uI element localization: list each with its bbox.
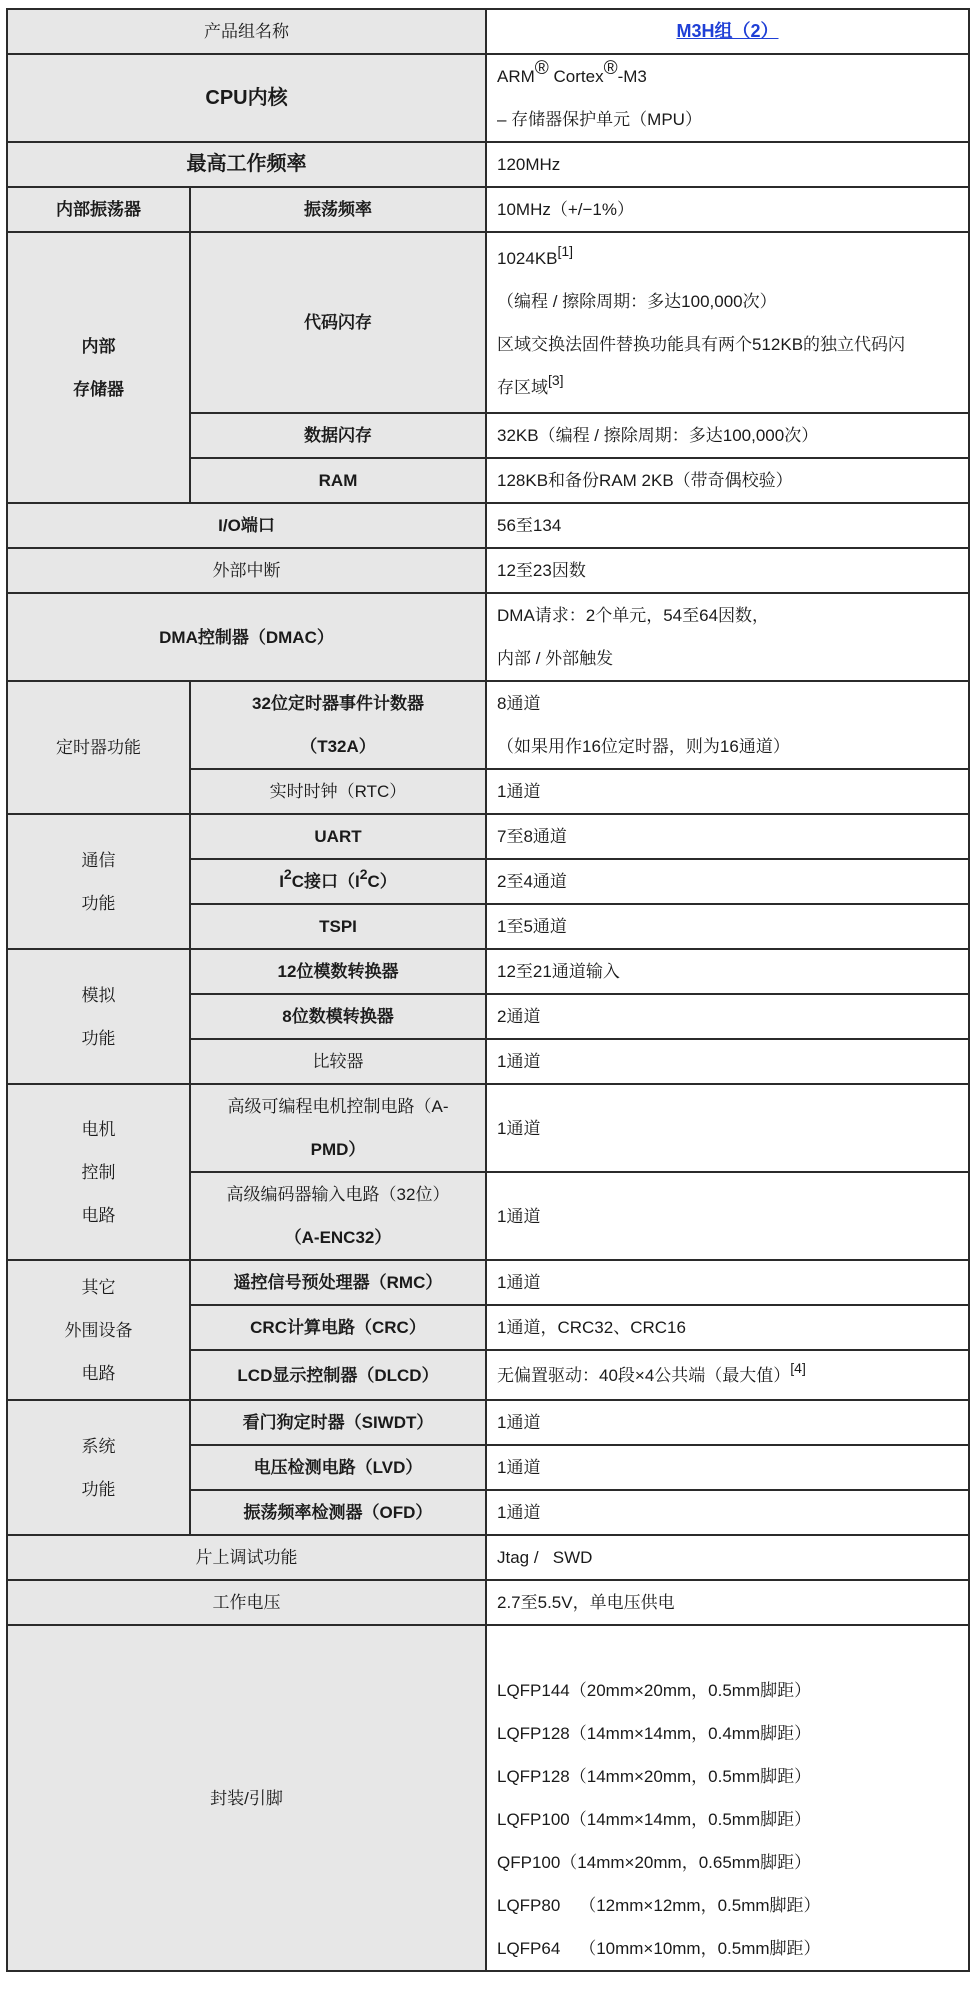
motor-group-label — [7, 1084, 190, 1260]
code-flash-label: 代码闪存 — [190, 232, 486, 413]
dac-value: 2通道 — [486, 994, 969, 1039]
row-io — [7, 503, 969, 548]
t32a-label-line2: （T32A） — [300, 737, 376, 756]
lvd-value: 1通道 — [486, 1445, 969, 1490]
max-freq-value: 120MHz — [486, 142, 969, 187]
adc-label: 12位模数转换器 — [190, 949, 486, 994]
row-debug — [7, 1535, 969, 1580]
ext-int-value: 12至23因数 — [486, 548, 969, 593]
debug-label — [7, 1535, 486, 1580]
dma-value — [486, 593, 969, 681]
ofd-label: 振荡频率检测器（OFD） — [190, 1490, 486, 1535]
analog-group-line1: 模拟 — [81, 985, 116, 1005]
ofd-value: 1通道 — [486, 1490, 969, 1535]
analog-group-line2: 功能 — [81, 1028, 116, 1048]
cpu-m3-text: -M3 — [617, 67, 647, 86]
row-voltage — [7, 1580, 969, 1625]
code-flash-value — [486, 232, 969, 413]
data-flash-value: 32KB（编程 / 擦除周期：多达100,000次） — [486, 413, 969, 458]
product-group-label-text: 产品组名称 — [204, 22, 289, 41]
t32a-line1: 8通道 — [497, 694, 541, 713]
comparator-label-text: 比较器 — [312, 1052, 364, 1071]
aenc-label-line2: （A-ENC32） — [284, 1228, 392, 1247]
periph-group-line2: 外围设备 — [64, 1320, 133, 1340]
dma-line1: DMA请求：2个单元，54至64因数， — [497, 606, 770, 625]
package-label-text: 封装/引脚 — [210, 1788, 283, 1808]
t32a-label-line1: 32位定时器事件计数器 — [252, 694, 424, 713]
i2c-value: 2至4通道 — [486, 859, 969, 904]
osc-freq-value: 10MHz（+/−1%） — [486, 187, 969, 232]
io-label: I/O端口 — [7, 503, 486, 548]
rmc-label: 遥控信号预处理器（RMC） — [190, 1260, 486, 1305]
siwdt-value: 1通道 — [486, 1400, 969, 1445]
footnote-ref: [1] — [557, 242, 574, 259]
rtc-label — [190, 769, 486, 814]
crc-label: CRC计算电路（CRC） — [190, 1305, 486, 1350]
code-flash-line1 — [497, 237, 958, 280]
apmd-value: 1通道 — [486, 1084, 969, 1172]
package-item: LQFP80 （12mm×12mm，0.5mm脚距） — [497, 1896, 821, 1915]
row-adc — [7, 949, 969, 994]
ext-int-label-text: 外部中断 — [212, 561, 281, 580]
row-apmd — [7, 1084, 969, 1172]
ext-int-label — [7, 548, 486, 593]
package-label — [7, 1625, 486, 1971]
i2c-label-b: C接口（I — [291, 872, 360, 891]
product-group-value-cell — [486, 9, 969, 54]
comparator-label — [190, 1039, 486, 1084]
motor-group-line3: 电路 — [81, 1205, 116, 1225]
ram-label: RAM — [190, 458, 486, 503]
rmc-value: 1通道 — [486, 1260, 969, 1305]
system-group-line2: 功能 — [81, 1479, 116, 1499]
tspi-value: 1至5通道 — [486, 904, 969, 949]
osc-freq-label: 振荡频率 — [190, 187, 486, 232]
row-uart — [7, 814, 969, 859]
timer-group-label-text: 定时器功能 — [56, 738, 141, 757]
dac-label: 8位数模转换器 — [190, 994, 486, 1039]
apmd-label-line1: 高级可编程电机控制电路（A- — [227, 1097, 449, 1116]
row-package — [7, 1625, 969, 1971]
row-dma — [7, 593, 969, 681]
registered-mark: ® — [534, 58, 549, 79]
motor-group-line1: 电机 — [81, 1119, 116, 1139]
memory-group-line1: 内部 — [81, 336, 116, 356]
row-siwdt — [7, 1400, 969, 1445]
uart-label: UART — [190, 814, 486, 859]
code-flash-line4 — [497, 366, 958, 409]
siwdt-label: 看门狗定时器（SIWDT） — [190, 1400, 486, 1445]
ram-value: 128KB和备份RAM 2KB（带奇偶校验） — [486, 458, 969, 503]
analog-group-label — [7, 949, 190, 1084]
footnote-ref: [3] — [548, 371, 564, 388]
comparator-value: 1通道 — [486, 1039, 969, 1084]
cpu-mpu-line: – 存储器保护单元（MPU） — [497, 110, 702, 129]
code-flash-line2: （编程 / 擦除周期：多达100,000次） — [497, 291, 777, 311]
aenc-value: 1通道 — [486, 1172, 969, 1260]
footnote-ref: [4] — [790, 1359, 806, 1376]
dma-label: DMA控制器（DMAC） — [7, 593, 486, 681]
i2c-sup1: 2 — [283, 866, 292, 882]
adc-value: 12至21通道输入 — [486, 949, 969, 994]
row-cpu — [7, 54, 969, 142]
periph-group-label — [7, 1260, 190, 1400]
t32a-label — [190, 681, 486, 769]
apmd-label-line2: PMD） — [310, 1140, 366, 1159]
data-flash-label: 数据闪存 — [190, 413, 486, 458]
row-ext-int — [7, 548, 969, 593]
row-t32a — [7, 681, 969, 769]
cpu-core-line — [497, 55, 958, 98]
debug-value: Jtag / SWD — [486, 1535, 969, 1580]
cpu-cortex-text: Cortex — [548, 67, 604, 86]
debug-label-text: 片上调试功能 — [195, 1548, 298, 1567]
lvd-label: 电压检测电路（LVD） — [190, 1445, 486, 1490]
dlcd-value — [486, 1350, 969, 1400]
memory-group-line2: 存储器 — [73, 379, 124, 399]
uart-value: 7至8通道 — [486, 814, 969, 859]
osc-group-label: 内部振荡器 — [7, 187, 190, 232]
row-oscillator — [7, 187, 969, 232]
comm-group-label — [7, 814, 190, 949]
row-product-group — [7, 9, 969, 54]
cpu-label: CPU内核 — [7, 54, 486, 142]
aenc-label-line1: 高级编码器输入电路（32位） — [226, 1185, 450, 1204]
row-rmc — [7, 1260, 969, 1305]
row-max-freq — [7, 142, 969, 187]
product-group-link[interactable]: M3H组（2） — [676, 21, 779, 41]
motor-group-line2: 控制 — [81, 1162, 116, 1182]
max-freq-label: 最高工作频率 — [7, 142, 486, 187]
package-value — [486, 1625, 969, 1971]
package-item: QFP100（14mm×20mm，0.65mm脚距） — [497, 1853, 812, 1872]
voltage-label — [7, 1580, 486, 1625]
io-value: 56至134 — [486, 503, 969, 548]
aenc-label — [190, 1172, 486, 1260]
rtc-label-text: 实时时钟（RTC） — [269, 782, 407, 801]
t32a-value — [486, 681, 969, 769]
tspi-label: TSPI — [190, 904, 486, 949]
product-group-label — [7, 9, 486, 54]
voltage-value: 2.7至5.5V，单电压供电 — [486, 1580, 969, 1625]
periph-group-line3: 电路 — [81, 1363, 116, 1383]
code-flash-line3: 区域交换法固件替换功能具有两个512KB的独立代码闪 — [497, 334, 906, 354]
timer-group-label — [7, 681, 190, 814]
memory-group-label — [7, 232, 190, 503]
comm-group-line1: 通信 — [81, 850, 116, 870]
package-item: LQFP128（14mm×20mm，0.5mm脚距） — [497, 1767, 812, 1786]
i2c-label-a: I — [279, 872, 284, 891]
voltage-label-text: 工作电压 — [212, 1593, 281, 1612]
package-item: LQFP144（20mm×20mm，0.5mm脚距） — [497, 1681, 812, 1700]
code-flash-area-text: 存区域 — [497, 377, 548, 397]
t32a-line2: （如果用作16位定时器，则为16通道） — [497, 737, 790, 756]
package-item: LQFP128（14mm×14mm，0.4mm脚距） — [497, 1724, 812, 1743]
system-group-line1: 系统 — [81, 1436, 116, 1456]
row-code-flash — [7, 232, 969, 413]
dma-line2: 内部 / 外部触发 — [497, 649, 614, 668]
dlcd-label: LCD显示控制器（DLCD） — [190, 1350, 486, 1400]
comm-group-line2: 功能 — [81, 893, 116, 913]
crc-value: 1通道，CRC32、CRC16 — [486, 1305, 969, 1350]
registered-mark: ® — [603, 58, 618, 79]
i2c-sup2: 2 — [359, 866, 368, 882]
system-group-label — [7, 1400, 190, 1535]
package-item: LQFP64 （10mm×10mm，0.5mm脚距） — [497, 1939, 821, 1958]
i2c-label — [190, 859, 486, 904]
apmd-label — [190, 1084, 486, 1172]
periph-group-line1: 其它 — [81, 1277, 116, 1297]
code-flash-size: 1024KB — [497, 248, 558, 268]
package-item: LQFP100（14mm×14mm，0.5mm脚距） — [497, 1810, 812, 1829]
spec-table — [6, 8, 970, 1972]
dlcd-value-text: 无偏置驱动：40段×4公共端（最大值） — [497, 1365, 791, 1385]
cpu-arm-text: ARM — [497, 67, 535, 86]
rtc-value: 1通道 — [486, 769, 969, 814]
cpu-value — [486, 54, 969, 142]
i2c-label-c: C） — [367, 872, 397, 891]
